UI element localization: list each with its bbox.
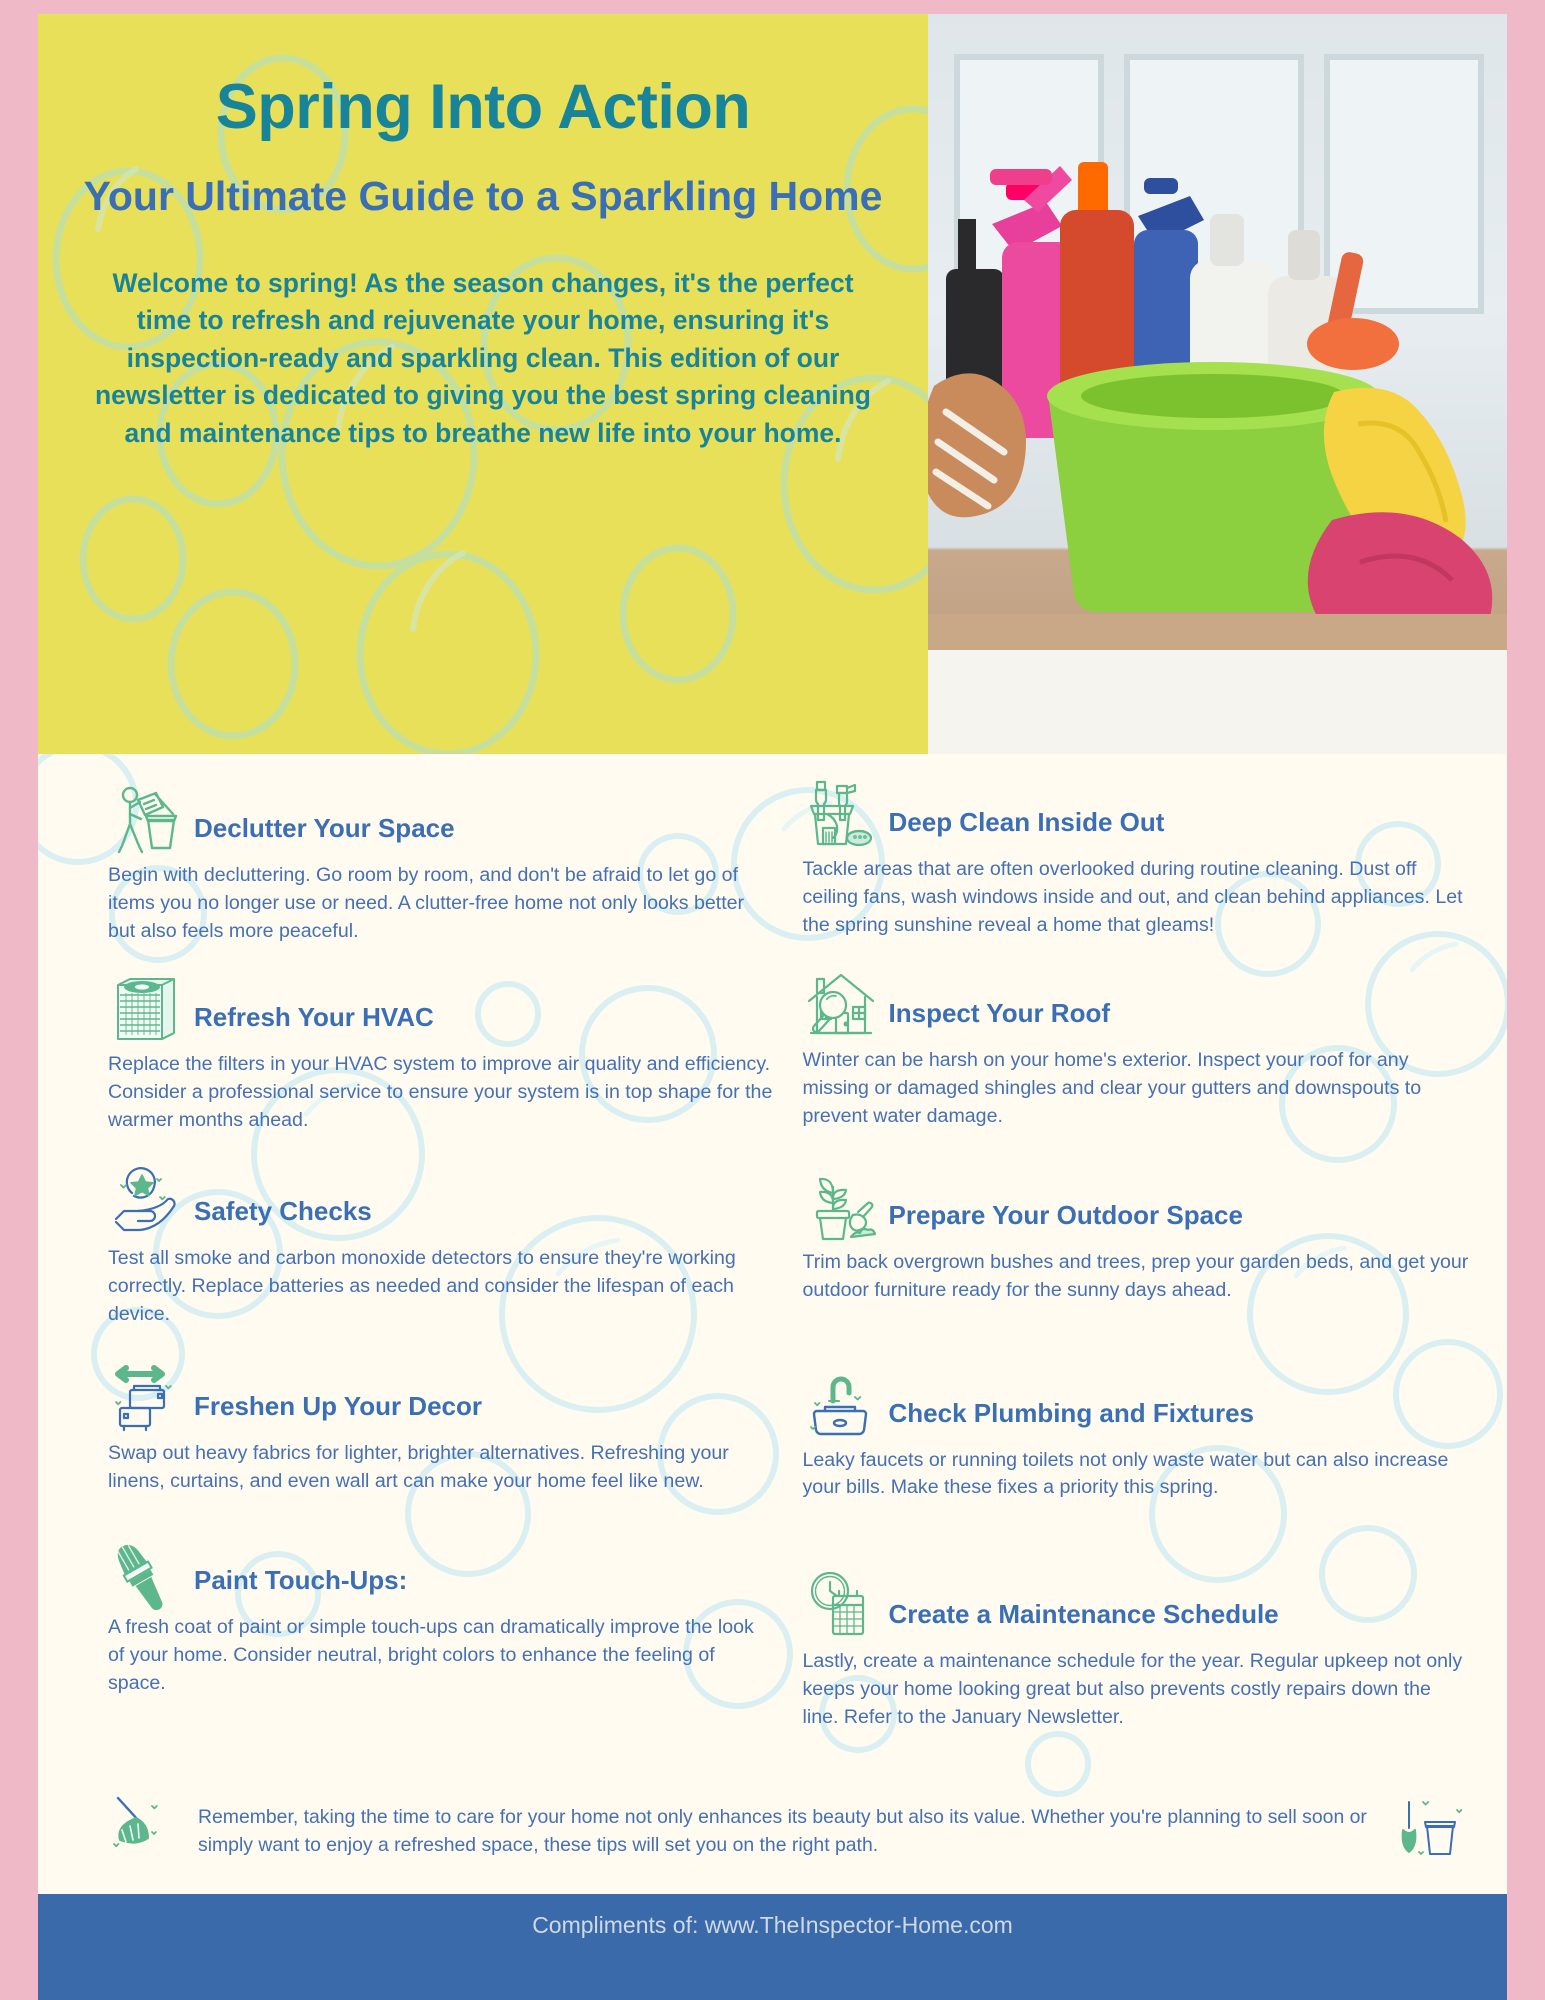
tip-title: Check Plumbing and Fixtures: [888, 1397, 1255, 1428]
tips-column-left: [108, 782, 775, 1740]
hero-banner: [38, 14, 1507, 754]
page-title: Spring Into Action: [215, 72, 751, 142]
tip-body: Replace the filters in your HVAC system to improve air quality and efficiency. Consider a professional service to ensure your system is in top shape for the warmer months ahead.: [108, 1053, 773, 1132]
page-subtitle: Your Ultimate Guide to a Sparkling Home: [83, 173, 883, 220]
tips-card: [38, 754, 1507, 1894]
broom-bucket-icon: [1397, 1792, 1469, 1870]
footer-bar: [38, 1894, 1507, 2000]
tip-declutter-your-space: [108, 782, 775, 945]
hand-star-safety-icon: [108, 1165, 184, 1241]
tip-body: Swap out heavy fabrics for lighter, brighter alternatives. Refreshing your linens, curtains, and even wall art can make your home feel like new.: [108, 1442, 729, 1493]
tip-safety-checks: [108, 1165, 775, 1328]
tip-title: Declutter Your Space: [194, 813, 455, 843]
tip-check-plumbing-and-fixtures: [803, 1367, 1470, 1503]
tip-title: Safety Checks: [194, 1195, 372, 1226]
tip-title: Paint Touch-Ups:: [194, 1564, 408, 1595]
sink-faucet-icon: [803, 1367, 879, 1443]
closing-text: Remember, taking the time to care for your home not only enhances its beauty but also its value. Whether you're planning to sell soon or simply want to enjoy a refreshed space, these tips will set you on the right path.: [198, 1805, 1367, 1856]
tip-title: Deep Clean Inside Out: [888, 807, 1165, 837]
hero-text-panel: [38, 14, 928, 754]
furniture-swap-icon: [108, 1360, 184, 1436]
cleaning-supplies-photo-icon: [928, 14, 1507, 754]
paint-brush-icon: [108, 1534, 184, 1610]
hvac-unit-icon: [108, 971, 184, 1047]
tip-body: A fresh coat of paint or simple touch-ups can dramatically improve the look of your home. Consider neutral, bright colors to enhance the feeling of space.: [108, 1615, 754, 1694]
tip-title: Create a Maintenance Schedule: [888, 1599, 1279, 1630]
tip-body: Begin with decluttering. Go room by room, and don't be afraid to let go of items you no longer use or need. A clutter-free home not only looks better but also feels more peaceful.: [108, 864, 745, 942]
tip-inspect-your-roof: [803, 967, 1470, 1130]
tip-body: Tackle areas that are often overlooked during routine cleaning. Dust off ceiling fans, wash windows inside and out, and clean behind appliances. Let the spring sunshine reveal a home that gleams!: [802, 858, 1463, 936]
tip-body: Lastly, create a maintenance schedule for the year. Regular upkeep not only keeps your home looking great but also prevents costly repairs down the line. Refer to the January Newsletter.: [802, 1650, 1463, 1728]
tips-column-right: [803, 782, 1470, 1740]
tip-title: Freshen Up Your Decor: [194, 1391, 482, 1422]
tip-body: Leaky faucets or running toilets not only waste water but can also increase your bills. Make these fixes a priority this spring.: [802, 1448, 1449, 1499]
footer-credit: Compliments of: www.TheInspector-Home.com: [532, 1912, 1013, 1938]
closing-note: [108, 1792, 1469, 1870]
tip-body: Trim back overgrown bushes and trees, prep your garden beds, and get your outdoor furniture ready for the sunny days ahead.: [802, 1250, 1469, 1301]
tip-body: Test all smoke and carbon monoxide detectors to ensure they're working correctly. Replace batteries as needed and consider the lifespan of each device.: [108, 1246, 736, 1325]
tip-paint-touch-ups: [108, 1534, 775, 1697]
house-magnifier-icon: [803, 967, 879, 1043]
cleaning-caddy-icon: [803, 776, 879, 852]
hero-photo: [928, 14, 1507, 754]
tip-refresh-your-hvac: [108, 971, 775, 1134]
tip-prepare-your-outdoor-space: [803, 1169, 1470, 1305]
clock-calendar-icon: [803, 1568, 879, 1644]
intro-paragraph: Welcome to spring! As the season changes, it's the perfect time to refresh and rejuvenate your home, ensuring it's inspection-ready and sparkling clean. This edition of our newsletter is dedicated to giving you the best spring cleaning and maintenance tips to breathe new life into your home.: [94, 267, 871, 449]
tip-create-a-maintenance-schedule: [803, 1568, 1470, 1731]
plant-trowel-icon: [803, 1169, 879, 1245]
tip-title: Prepare Your Outdoor Space: [888, 1199, 1243, 1230]
tips-grid: [38, 754, 1507, 1740]
tip-deep-clean-inside-out: [803, 776, 1470, 939]
tip-freshen-up-your-decor: [108, 1360, 775, 1496]
tip-body: Winter can be harsh on your home's exterior. Inspect your roof for any missing or damaged shingles and clear your gutters and downspouts to prevent water damage.: [802, 1049, 1422, 1128]
declutter-bin-icon: [108, 782, 184, 858]
tip-title: Refresh Your HVAC: [194, 1002, 434, 1033]
tip-title: Inspect Your Roof: [888, 998, 1110, 1029]
broom-sparkle-icon: [108, 1792, 180, 1870]
